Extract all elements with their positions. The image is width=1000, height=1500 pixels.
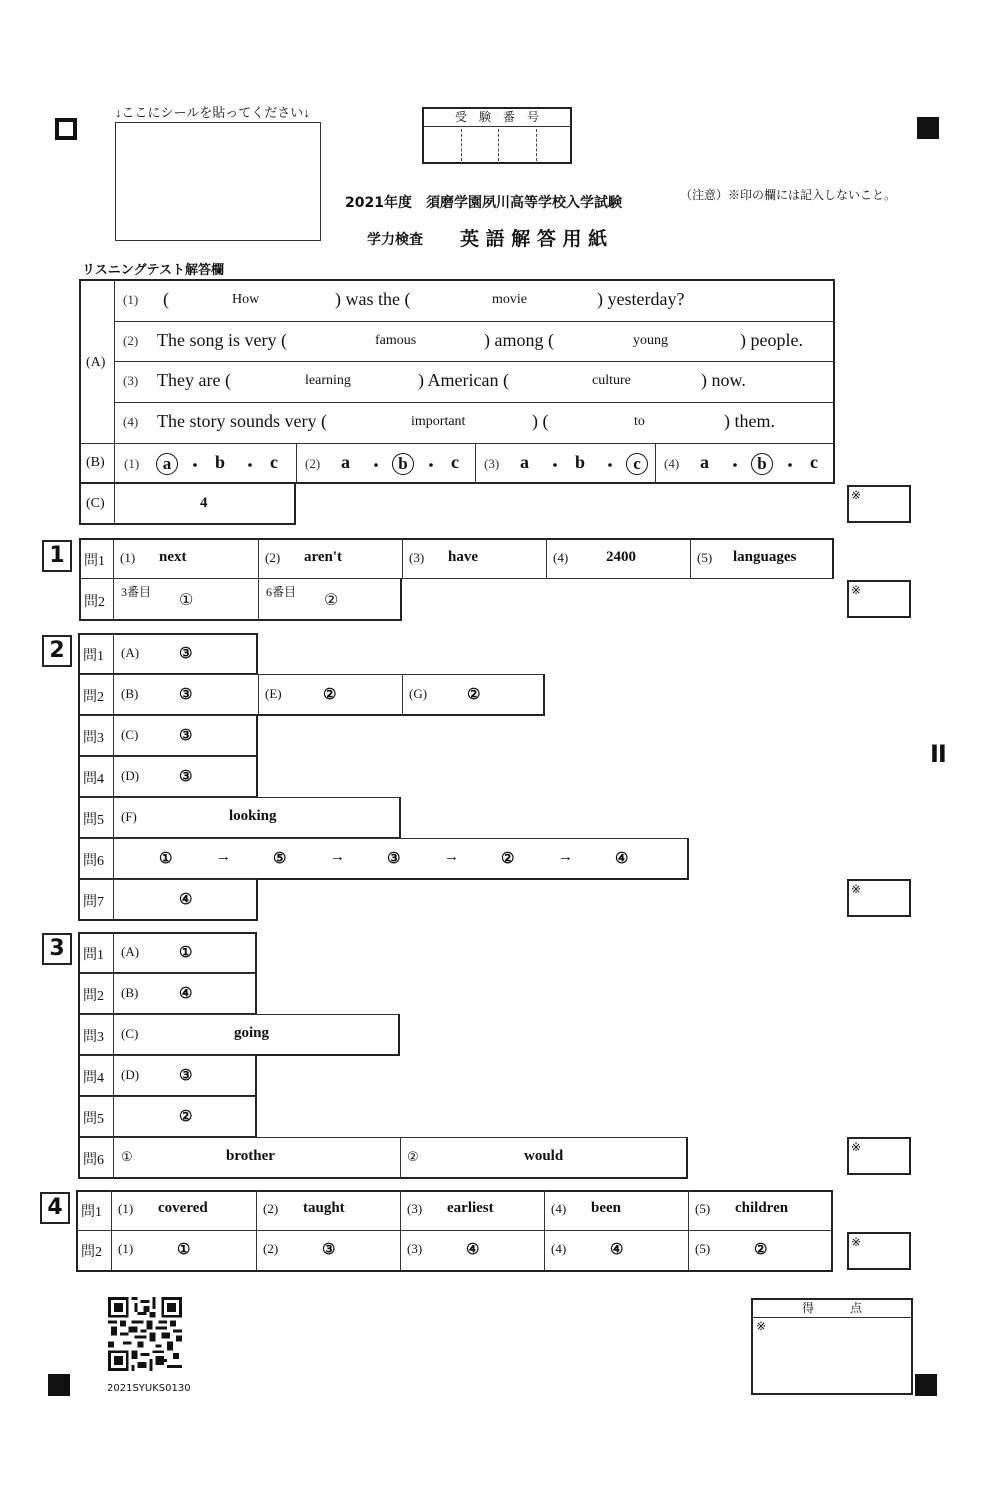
answer-text[interactable]: ④ (179, 985, 193, 1002)
question-number: (1) (124, 456, 140, 471)
question-number: (4) (553, 549, 569, 565)
question-number: (1) (118, 1201, 134, 1216)
table-rule (115, 402, 834, 403)
question-number: (B) (121, 685, 139, 701)
separator-dot: ・ (423, 458, 440, 475)
section-3-number: 3 (42, 933, 72, 965)
question-label-text: 問5 (83, 1111, 104, 1127)
exam-title-school: 2021年度 須磨学園夙川高等学校入学試験 (345, 195, 622, 211)
table-rule (113, 1096, 114, 1137)
table-rule (402, 674, 403, 715)
listening-col-divider (114, 484, 115, 524)
question-number: (2) (263, 1201, 279, 1216)
listening-part-c-answer[interactable]: 4 (200, 495, 208, 511)
choice-option[interactable]: a (700, 452, 709, 472)
listening-a-row (115, 321, 834, 362)
table-rule (113, 879, 114, 920)
choice-option-selected[interactable]: a (156, 453, 178, 475)
sentence-text: ) among ( (484, 330, 554, 350)
score-stamp-listening (847, 485, 911, 523)
score-stamp-mark: ※ (851, 1235, 862, 1249)
table-rule (115, 321, 834, 322)
question-number: (F) (121, 808, 137, 824)
sentence-text: The song is very ( (157, 330, 287, 350)
arrow-icon: → (216, 848, 231, 865)
table-rule (113, 973, 114, 1014)
sentence-text: The story sounds very ( (157, 411, 327, 431)
listening-b-cell (655, 444, 834, 483)
choice-option[interactable]: c (451, 452, 459, 472)
question-number: (3) (484, 456, 500, 471)
answer-text[interactable]: ④ (615, 850, 629, 867)
registration-mark-bottom-right (915, 1374, 937, 1396)
table-row (78, 1055, 257, 1097)
exam-number-digit-dividers (461, 129, 462, 161)
section-2-number: 2 (42, 635, 72, 667)
section-1-number: 1 (42, 540, 72, 572)
question-number: (1) (118, 1241, 134, 1256)
table-rule (115, 361, 834, 362)
answer-text[interactable]: would (524, 1147, 564, 1164)
question-label-text: 問2 (84, 594, 105, 610)
separator-dot: ・ (187, 458, 204, 475)
question-number: (2) (123, 333, 139, 348)
answer-text[interactable]: brother (226, 1147, 275, 1164)
answer-text[interactable]: ② (501, 850, 515, 867)
answer-text[interactable]: 2400 (606, 548, 636, 565)
table-row (78, 932, 257, 974)
notice-text: （注意）※印の欄には記入しないこと。 (680, 188, 897, 202)
sentence-text: ) American ( (418, 370, 509, 390)
answer-text[interactable]: young (633, 333, 668, 348)
score-stamp-section-4 (847, 1232, 911, 1270)
section-1-q1-row (79, 538, 834, 579)
sticker-label: ↓ここにシールを貼ってください↓ (115, 105, 310, 120)
question-number: ② (407, 1148, 419, 1164)
choice-option-selected[interactable]: b (392, 453, 414, 475)
table-rule (113, 1137, 114, 1178)
question-number: (1) (123, 292, 139, 307)
question-label-text: 問4 (83, 1070, 104, 1086)
question-label-text: 問4 (83, 771, 104, 787)
answer-text[interactable]: ③ (179, 1067, 193, 1084)
question-label-text: 問6 (83, 853, 104, 869)
answer-text[interactable]: ④ (466, 1242, 480, 1258)
question-number: (2) (265, 549, 281, 565)
table-row (78, 879, 258, 921)
question-label-text: 問6 (83, 1152, 104, 1168)
question-number: ① (121, 1148, 133, 1164)
section-1-q2-row (79, 578, 402, 621)
answer-text[interactable]: ③ (387, 850, 401, 867)
answer-text[interactable]: ② (467, 686, 481, 703)
question-label-text: 問1 (84, 553, 105, 569)
listening-b-cell (475, 444, 655, 483)
table-rule (475, 444, 476, 483)
question-label-text: 問3 (83, 730, 104, 746)
qr-code (107, 1297, 183, 1371)
sentence-text: ) now. (701, 370, 746, 390)
answer-text[interactable]: How (232, 292, 260, 307)
table-rule (256, 1190, 257, 1271)
table-rule (258, 538, 259, 579)
question-number: (2) (263, 1241, 279, 1256)
answer-text[interactable]: ① (179, 592, 194, 609)
table-rule (113, 756, 114, 797)
score-stamp-section-2 (847, 879, 911, 917)
question-number: (3) (409, 549, 425, 565)
listening-a-row (115, 361, 834, 402)
question-number: (C) (121, 726, 139, 742)
table-rule (402, 538, 403, 579)
sentence-text: ) people. (740, 330, 803, 350)
question-number: (3) (123, 373, 139, 388)
question-label-text: 問1 (83, 648, 104, 664)
sentence-text: They are ( (157, 370, 231, 390)
question-label-text: 問1 (83, 947, 104, 963)
table-row (78, 1014, 400, 1056)
exam-number-digit-divider (536, 129, 537, 161)
answer-text[interactable]: going (234, 1024, 270, 1041)
choice-option[interactable]: b (575, 452, 586, 472)
question-number: 6番目 (266, 585, 297, 599)
listening-part-c-label: (C) (86, 496, 105, 511)
choice-option[interactable]: a (341, 452, 350, 472)
table-row (78, 1137, 688, 1179)
table-rule (113, 797, 114, 838)
table-rule (113, 932, 114, 973)
choice-option[interactable]: b (215, 452, 226, 472)
table-row (78, 715, 258, 757)
table-rule (688, 1190, 689, 1271)
score-stamp-mark: ※ (851, 882, 862, 896)
total-score-box (751, 1298, 913, 1395)
separator-dot: ・ (782, 458, 799, 475)
answer-text[interactable]: earliest (447, 1200, 494, 1216)
arrow-icon: → (444, 848, 459, 865)
page-side-mark: II (930, 740, 946, 768)
table-rule (113, 538, 114, 620)
listening-b-cell (296, 444, 475, 483)
answer-text[interactable]: looking (229, 807, 277, 824)
registration-mark-hollow (55, 118, 77, 140)
table-rule (296, 444, 297, 483)
question-number: (A) (121, 943, 140, 959)
sentence-text: ( (163, 289, 169, 309)
choice-option[interactable]: a (520, 452, 529, 472)
answer-text[interactable]: ② (179, 1108, 193, 1125)
exam-number-box[interactable] (422, 107, 572, 164)
table-row (78, 838, 689, 880)
question-label-text: 問2 (83, 689, 104, 705)
separator-dot: ・ (602, 458, 619, 475)
answer-text[interactable]: to (634, 414, 645, 429)
table-rule (258, 579, 259, 620)
listening-a-row (115, 280, 834, 321)
question-number: (3) (407, 1201, 423, 1216)
table-rule (655, 444, 656, 483)
listening-b-cell (115, 444, 296, 483)
section-4-number: 4 (40, 1192, 70, 1224)
answer-text[interactable]: ① (179, 944, 193, 961)
table-rule (111, 1190, 112, 1271)
table-rule (400, 1137, 401, 1178)
question-number: (D) (121, 1066, 140, 1082)
listening-part-a-label: (A) (86, 355, 106, 370)
listening-heading: リスニングテスト解答欄 (82, 263, 224, 278)
section-4-table (76, 1190, 833, 1272)
answer-text[interactable]: ② (754, 1242, 768, 1258)
arrow-icon: → (330, 848, 345, 865)
answer-text[interactable]: learning (305, 373, 351, 388)
answer-text[interactable]: ③ (179, 686, 193, 703)
question-number: (5) (697, 549, 713, 565)
answer-text[interactable]: aren't (304, 548, 343, 565)
answer-text[interactable]: ③ (179, 768, 193, 785)
answer-text[interactable]: ① (177, 1242, 191, 1258)
question-label-text: 問5 (83, 812, 104, 828)
sentence-text: ) them. (724, 411, 775, 431)
question-number: (4) (551, 1201, 567, 1216)
answer-text[interactable]: movie (492, 292, 527, 307)
question-number: (B) (121, 984, 139, 1000)
answer-text[interactable]: ③ (179, 645, 193, 662)
answer-text[interactable]: covered (158, 1200, 208, 1216)
table-row (78, 797, 401, 839)
answer-text[interactable]: culture (592, 373, 631, 388)
choice-option-selected[interactable]: c (626, 453, 648, 475)
listening-a-row (115, 402, 834, 443)
sentence-text: ) was the ( (335, 289, 411, 309)
sentence-text: ) yesterday? (597, 289, 685, 309)
table-row (78, 674, 545, 716)
listening-part-c-box (79, 482, 296, 525)
exam-number-label: 受 験 番 号 (424, 109, 570, 127)
separator-dot: ・ (727, 458, 744, 475)
table-rule (544, 1190, 545, 1271)
answer-text[interactable]: ④ (179, 891, 193, 908)
table-row (78, 756, 258, 798)
answer-text[interactable]: ① (159, 850, 173, 867)
question-label-text: 問2 (83, 988, 104, 1004)
answer-text[interactable]: taught (303, 1200, 345, 1216)
score-stamp-section-1 (847, 580, 911, 618)
answer-text[interactable]: ⑤ (273, 850, 287, 867)
arrow-icon: → (558, 848, 573, 865)
question-number: (4) (551, 1241, 567, 1256)
answer-text[interactable]: important (411, 414, 466, 429)
question-number: (C) (121, 1025, 139, 1041)
listening-part-b-label: (B) (86, 455, 105, 470)
table-rule (546, 538, 547, 579)
separator-dot: ・ (368, 458, 385, 475)
question-number: (2) (305, 456, 321, 471)
question-label-text: 問2 (81, 1245, 102, 1260)
answer-text[interactable]: famous (375, 333, 417, 348)
subject-prefix: 学力検査 (367, 232, 423, 248)
table-rule (690, 538, 691, 579)
total-score-label: 得 点 (753, 1300, 911, 1318)
score-stamp-mark: ※ (851, 583, 862, 597)
answer-text[interactable]: have (448, 548, 478, 565)
table-rule (258, 674, 259, 715)
table-rule (113, 1055, 114, 1096)
question-number: (1) (120, 549, 136, 565)
table-row (78, 1096, 257, 1138)
question-label-text: 問7 (83, 894, 104, 910)
table-rule (113, 1014, 114, 1055)
question-number: (4) (123, 414, 139, 429)
table-row (78, 633, 258, 675)
choice-option[interactable]: c (810, 452, 818, 472)
question-number: (5) (695, 1201, 711, 1216)
exam-number-digit-divider (498, 129, 499, 161)
choice-option[interactable]: c (270, 452, 278, 472)
score-stamp-mark: ※ (756, 1319, 767, 1333)
table-rule (78, 1230, 831, 1231)
answer-text[interactable]: children (735, 1200, 789, 1216)
table-rule (400, 1190, 401, 1271)
sticker-box[interactable] (115, 122, 321, 241)
question-label-text: 問3 (83, 1029, 104, 1045)
question-number: (4) (664, 456, 680, 471)
page-title: 英 語 解 答 用 紙 (460, 228, 608, 250)
table-row (78, 973, 257, 1015)
answer-text[interactable]: next (159, 548, 187, 565)
question-number: (D) (121, 767, 140, 783)
answer-text[interactable]: ② (323, 686, 337, 703)
question-number: (E) (265, 685, 282, 701)
separator-dot: ・ (242, 458, 259, 475)
choice-option-selected[interactable]: b (751, 453, 773, 475)
question-number: (3) (407, 1241, 423, 1256)
score-stamp-mark: ※ (851, 488, 862, 502)
form-code: 2021SYUKS0130 (107, 1383, 191, 1394)
score-stamp-mark: ※ (851, 1140, 862, 1154)
table-rule (113, 838, 114, 879)
question-number: (G) (409, 685, 428, 701)
question-number: (5) (695, 1241, 711, 1256)
registration-mark-top-right (917, 117, 939, 139)
registration-mark-bottom-left (48, 1374, 70, 1396)
sentence-text: ) ( (532, 411, 549, 431)
answer-text[interactable]: ② (324, 592, 339, 609)
question-number: (A) (121, 644, 140, 660)
answer-text[interactable]: ③ (179, 727, 193, 744)
answer-text[interactable]: been (591, 1200, 621, 1216)
table-rule (113, 633, 114, 674)
question-label-text: 問1 (81, 1205, 102, 1220)
table-rule (113, 715, 114, 756)
score-stamp-section-3 (847, 1137, 911, 1175)
separator-dot: ・ (547, 458, 564, 475)
table-rule (113, 674, 114, 715)
answer-text[interactable]: ④ (610, 1242, 624, 1258)
answer-text[interactable]: languages (733, 548, 797, 565)
answer-text[interactable]: ③ (322, 1242, 336, 1258)
question-number: 3番目 (121, 585, 152, 599)
